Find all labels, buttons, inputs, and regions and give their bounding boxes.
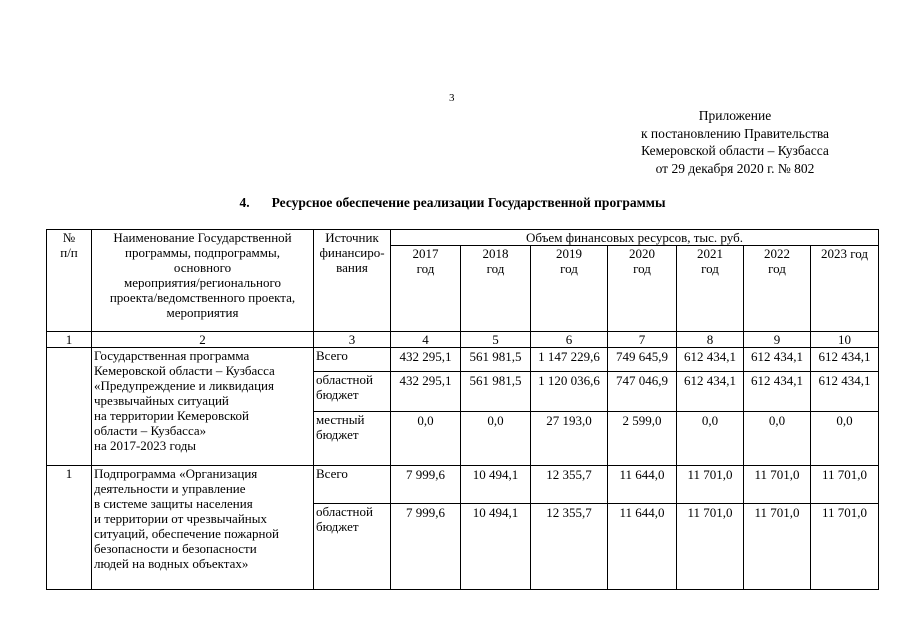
value-cell: 749 645,9 (608, 348, 677, 372)
value-cell: 612 434,1 (811, 372, 879, 412)
column-number: 7 (608, 332, 677, 348)
value-cell: 561 981,5 (461, 348, 531, 372)
year-cell: 2019 год (531, 246, 608, 332)
year-cell: 2018 год (461, 246, 531, 332)
value-cell: 0,0 (677, 412, 744, 466)
column-number: 6 (531, 332, 608, 348)
value-cell: 11 701,0 (677, 466, 744, 504)
value-cell: 612 434,1 (744, 348, 811, 372)
year-cell: 2020 год (608, 246, 677, 332)
year-cell: 2023 год (811, 246, 879, 332)
column-number: 4 (391, 332, 461, 348)
value-cell: 0,0 (744, 412, 811, 466)
header-name-cell: Наименование Государственной программы, подпрограммы, основного мероприятия/регионального проекта/ведомственного проекта, мероприятия (92, 230, 314, 332)
table-row (47, 466, 879, 504)
column-number: 3 (314, 332, 391, 348)
row-number (47, 348, 92, 466)
appendix-line: к постановлению Правительства (640, 125, 830, 141)
value-cell: 0,0 (391, 412, 461, 466)
section-heading (0, 195, 905, 211)
value-cell: 12 355,7 (531, 504, 608, 590)
appendix-block (612, 107, 858, 177)
header-num-cell: № п/п (47, 230, 92, 332)
column-number: 9 (744, 332, 811, 348)
value-cell: 11 644,0 (608, 466, 677, 504)
appendix-line: от 29 декабря 2020 г. № 802 (655, 160, 815, 176)
funding-source: областной бюджет (314, 504, 391, 590)
value-cell: 1 120 036,6 (531, 372, 608, 412)
section-title: Ресурсное обеспечение реализации Государственной программы (271, 195, 666, 210)
subprogram-name: Подпрограмма «Организация деятельности и управление в системе защиты населения и территории от чрезвычайных ситуаций, обеспечение пожарной безопасности и безопасности людей на водных объектах» (92, 466, 314, 590)
value-cell: 1 147 229,6 (531, 348, 608, 372)
value-cell: 11 701,0 (744, 504, 811, 590)
value-cell: 10 494,1 (461, 466, 531, 504)
value-cell: 561 981,5 (461, 372, 531, 412)
column-number: 1 (47, 332, 92, 348)
header-row (47, 230, 879, 246)
header-volume-cell: Объем финансовых ресурсов, тыс. руб. (391, 230, 879, 246)
value-cell: 612 434,1 (677, 372, 744, 412)
year-cell: 2022 год (744, 246, 811, 332)
appendix-line: Приложение (698, 108, 772, 123)
year-cell: 2017 год (391, 246, 461, 332)
section-number: 4. (239, 195, 250, 210)
funding-source: Всего (314, 466, 391, 504)
funding-source: местный бюджет (314, 412, 391, 466)
program-name: Государственная программа Кемеровской области – Кузбасса «Предупреждение и ликвидация чрезвычайных ситуаций на территории Кемеровской области – Кузбасса» на 2017-2023 годы (92, 348, 314, 466)
value-cell: 432 295,1 (391, 372, 461, 412)
value-cell: 11 644,0 (608, 504, 677, 590)
resource-table (46, 229, 879, 590)
value-cell: 612 434,1 (744, 372, 811, 412)
table-row (47, 348, 879, 372)
value-cell: 10 494,1 (461, 504, 531, 590)
value-cell: 432 295,1 (391, 348, 461, 372)
appendix-line: Кемеровской области – Кузбасса (641, 143, 829, 158)
value-cell: 0,0 (461, 412, 531, 466)
value-cell: 12 355,7 (531, 466, 608, 504)
funding-source: Всего (314, 348, 391, 372)
funding-source: областной бюджет (314, 372, 391, 412)
year-cell: 2021 год (677, 246, 744, 332)
column-number: 5 (461, 332, 531, 348)
column-number: 8 (677, 332, 744, 348)
column-number: 2 (92, 332, 314, 348)
page-number: 3 (449, 92, 455, 104)
value-cell: 11 701,0 (677, 504, 744, 590)
value-cell: 612 434,1 (677, 348, 744, 372)
row-number: 1 (47, 466, 92, 590)
value-cell: 747 046,9 (608, 372, 677, 412)
value-cell: 11 701,0 (811, 504, 879, 590)
column-number: 10 (811, 332, 879, 348)
value-cell: 7 999,6 (391, 466, 461, 504)
header-source-cell: Источник финансиро- вания (314, 230, 391, 332)
value-cell: 2 599,0 (608, 412, 677, 466)
value-cell: 0,0 (811, 412, 879, 466)
value-cell: 11 701,0 (811, 466, 879, 504)
column-number-row (47, 332, 879, 348)
value-cell: 7 999,6 (391, 504, 461, 590)
value-cell: 612 434,1 (811, 348, 879, 372)
value-cell: 11 701,0 (744, 466, 811, 504)
value-cell: 27 193,0 (531, 412, 608, 466)
